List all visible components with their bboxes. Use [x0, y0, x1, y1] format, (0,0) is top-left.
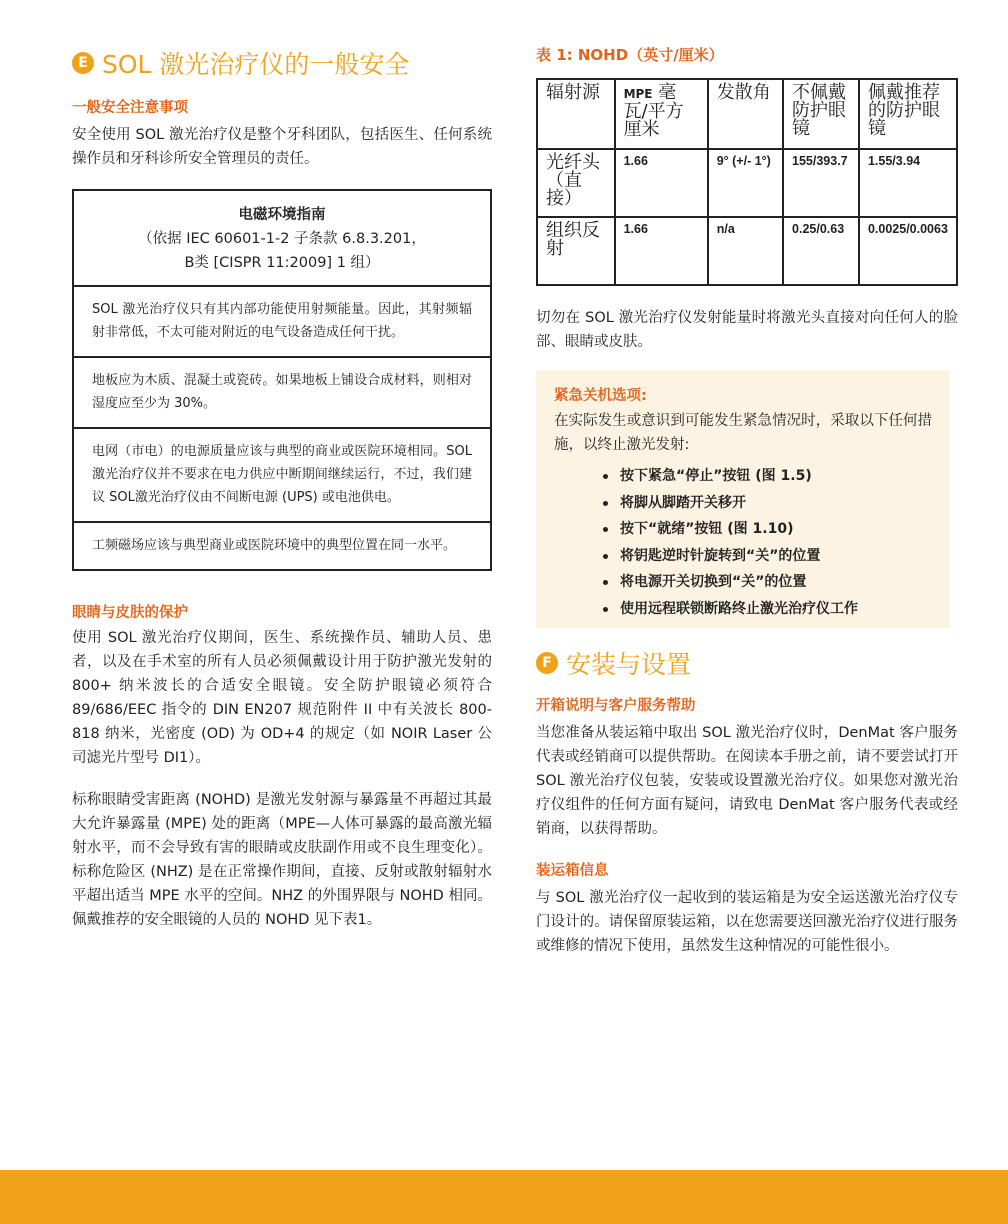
- section-f-title-text: 安装与设置: [566, 650, 692, 679]
- row-mpe: 1.66: [615, 217, 708, 285]
- eye-skin-text-1: 使用 SOL 激光治疗仪期间，医生、系统操作员、辅助人员、患者，以及在手术室的所有人员必须佩戴设计用于防护激光发射的 800+ 纳米波长的合适安全眼镜。安全防护眼镜必须符合 89/686/EEC 指令的 DIN EN207 规范附件 II 中有关波长 800-818 纳米，光密度 (OD) 为 OD+4 的规定（如 NOIR Laser 公司滤光片型号 DI1）。: [72, 630, 492, 766]
- table-row: [537, 217, 957, 285]
- emc-row-power: 电网（市电）的电源质量应该与典型的商业或医院环境相同。SOL激光治疗仪并不要求在电力供应中断期间继续运行，不过，我们建议 SOL激光治疗仪由不间断电源 (UPS) 或电池供电。: [74, 427, 490, 521]
- emergency-shutdown-box: [536, 370, 950, 628]
- row-no-glasses: 155/393.7: [783, 149, 859, 217]
- row-divergence: 9° (+/- 1°): [708, 149, 783, 217]
- section-e-title-text: SOL 激光治疗仪的一般安全: [102, 50, 410, 79]
- list-item: 按下“就绪”按钮 (图 1.10): [620, 516, 932, 543]
- section-e-badge: E: [72, 52, 94, 74]
- section-f-badge: F: [536, 652, 558, 674]
- emergency-intro: 在实际发生或意识到可能发生紧急情况时，采取以下任何措施，以终止激光发射:: [554, 413, 932, 453]
- header-mpe: [615, 79, 708, 149]
- row-with-glasses: 0.0025/0.0063: [859, 217, 957, 285]
- eye-skin-text-2: 标称眼睛受害距离 (NOHD) 是激光发射源与暴露量不再超过其最大允许暴露量 (MPE) 处的距离（MPE—人体可暴露的最高激光辐射水平，而不会导致有害的眼睛或皮肤副作用或不良生理变化）。标称危险区 (NHZ) 是在正常操作期间，直接、反射或散射辐射水平超出适当 MPE 水平的空间。NHZ 的外围界限与 NOHD 相同。佩戴推荐的安全眼镜的人员的 NOHD 见下表1。: [72, 792, 492, 928]
- footer-bar: [0, 1170, 1008, 1224]
- header-mpe-prefix: MPE: [623, 87, 653, 101]
- unpacking-heading: 开箱说明与客户服务帮助: [536, 698, 696, 714]
- row-with-glasses: 1.55/3.94: [859, 149, 957, 217]
- shipping-box-text: 与 SOL 激光治疗仪一起收到的装运箱是为安全运送激光治疗仪专门设计的。请保留原装运箱，以在您需要送回激光治疗仪进行服务或维修的情况下使用，虽然发生这种情况的可能性很小。: [536, 890, 958, 954]
- list-item: 按下紧急“停止”按钮 (图 1.5): [620, 463, 932, 490]
- row-divergence: n/a: [708, 217, 783, 285]
- emc-row-floor: 地板应为木质、混凝土或瓷砖。如果地板上铺设合成材料，则相对湿度应至少为 30%。: [74, 356, 490, 427]
- eye-skin-heading: 眼睛与皮肤的保护: [72, 605, 188, 621]
- list-item: 使用远程联锁断路终止激光治疗仪工作: [620, 596, 932, 623]
- emergency-list: [554, 463, 932, 622]
- emc-guidance-box: [72, 189, 492, 571]
- list-item: 将脚从脚踏开关移开: [620, 490, 932, 517]
- section-e-title: [72, 44, 492, 82]
- row-source: 组织反射: [537, 217, 615, 285]
- emc-subtitle-line2: B类 [CISPR 11:2009] 1 组）: [184, 255, 380, 271]
- table-header-row: [537, 79, 957, 149]
- shipping-box-heading: 装运箱信息: [536, 863, 609, 879]
- emc-subtitle-line1: （依据 IEC 60601-1-2 子条款 6.8.3.201，: [138, 231, 426, 247]
- general-safety-heading: 一般安全注意事项: [72, 100, 188, 116]
- emc-header: [74, 191, 490, 285]
- laser-warning-text: 切勿在 SOL 激光治疗仪发射能量时将激光头直接对向任何人的脸部、眼睛或皮肤。: [536, 310, 958, 350]
- row-source: 光纤头（直接）: [537, 149, 615, 217]
- unpacking-text: 当您准备从装运箱中取出 SOL 激光治疗仪时，DenMat 客户服务代表或经销商可以提供帮助。在阅读本手册之前，请不要尝试打开 SOL 激光治疗仪包装，安装或设置激光治疗仪。如果您对激光治疗仪组件的任何方面有疑问，请致电 DenMat 客户服务代表或经销商，以获得帮助。: [536, 725, 958, 837]
- header-mpe-rest: 毫瓦/平方厘米: [623, 82, 684, 140]
- nohd-table: [536, 78, 958, 286]
- table1-title: 表 1: NOHD（英寸/厘米）: [536, 46, 724, 64]
- left-column: [72, 44, 492, 932]
- row-no-glasses: 0.25/0.63: [783, 217, 859, 285]
- header-with-glasses: 佩戴推荐的防护眼镜: [859, 79, 957, 149]
- list-item: 将电源开关切换到“关”的位置: [620, 569, 932, 596]
- table-row: [537, 149, 957, 217]
- header-source: 辐射源: [537, 79, 615, 149]
- list-item: 将钥匙逆时针旋转到“关”的位置: [620, 543, 932, 570]
- emc-row-magnetic: 工频磁场应该与典型商业或医院环境中的典型位置在同一水平。: [74, 521, 490, 569]
- header-divergence: 发散角: [708, 79, 783, 149]
- row-mpe: 1.66: [615, 149, 708, 217]
- header-no-glasses: 不佩戴防护眼镜: [783, 79, 859, 149]
- emc-row-rf: SOL 激光治疗仪只有其内部功能使用射频能量。因此，其射频辐射非常低，不太可能对附近的电气设备造成任何干扰。: [74, 285, 490, 356]
- right-column: [536, 44, 958, 958]
- general-safety-text: 安全使用 SOL 激光治疗仪是整个牙科团队，包括医生、任何系统操作员和牙科诊所安全管理员的责任。: [72, 127, 492, 167]
- emc-title: 电磁环境指南: [238, 207, 326, 223]
- section-f-title: [536, 644, 958, 682]
- emergency-heading: 紧急关机选项:: [554, 388, 647, 404]
